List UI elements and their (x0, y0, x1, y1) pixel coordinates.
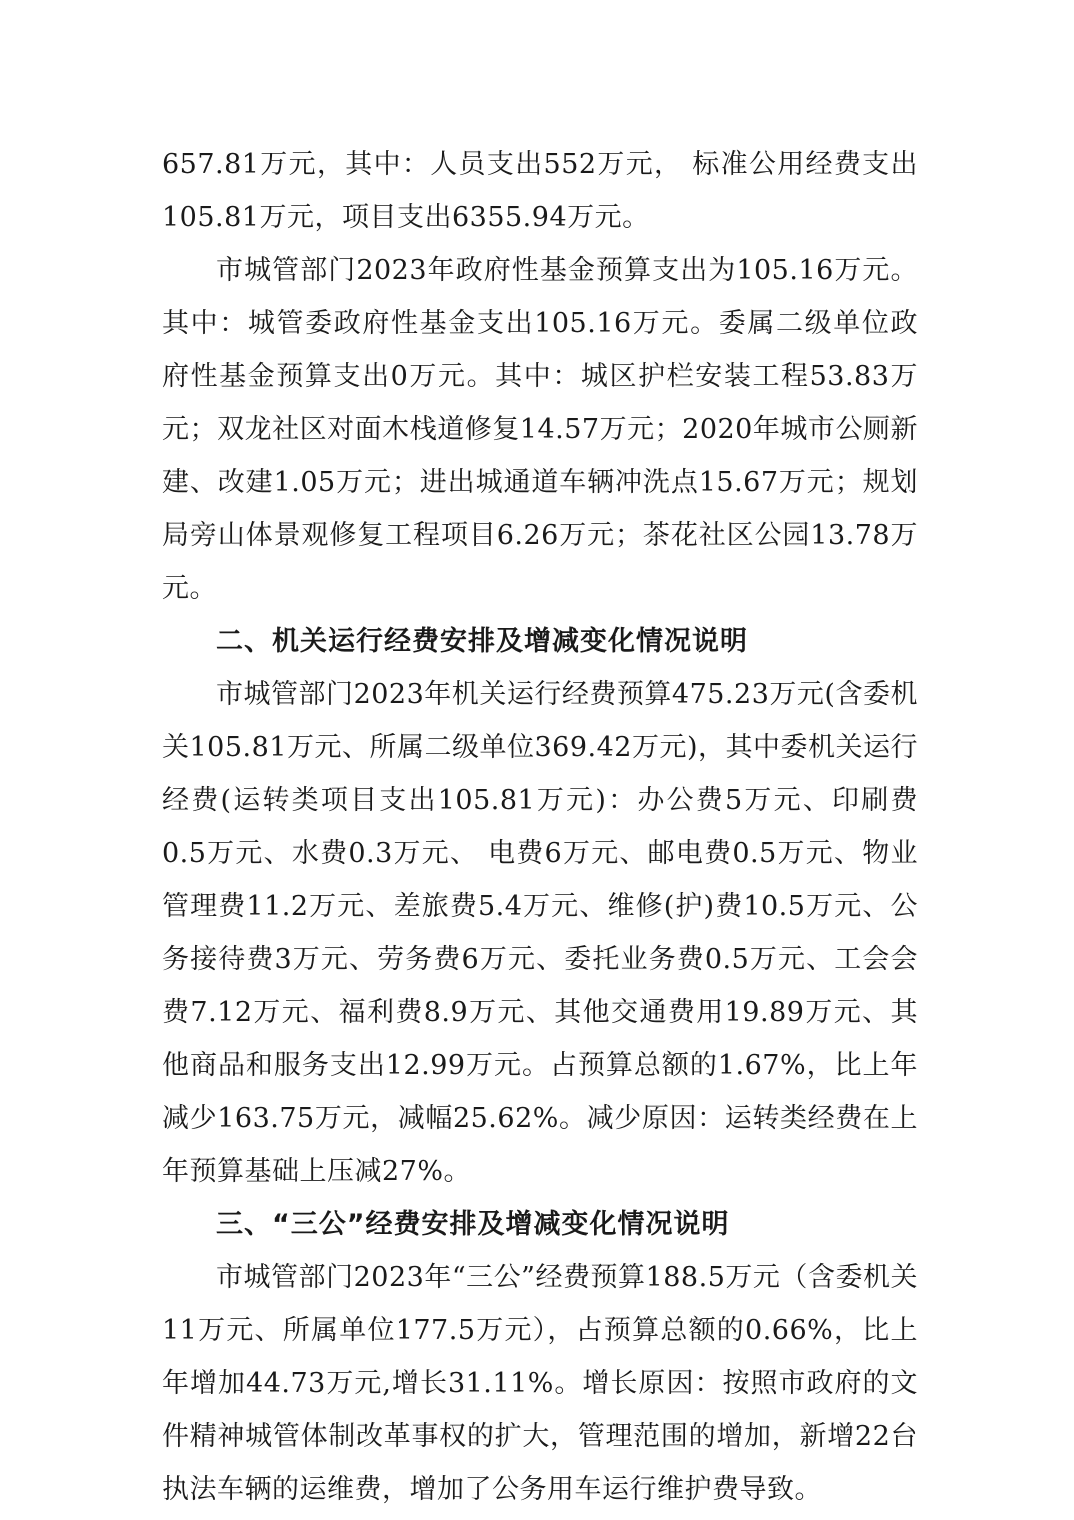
document-body (162, 138, 918, 1516)
section-heading-three-public-expenses: 三、“三公”经费安排及增减变化情况说明 (216, 1209, 730, 1240)
budget-summary-paragraph: 657.81万元，其中：人员支出552万元， 标准公用经费支出105.81万元，项目支出6355.94万元。 (162, 149, 918, 233)
government-fund-paragraph: 市城管部门2023年政府性基金预算支出为105.16万元。其中：城管委政府性基金支出105.16万元。委属二级单位政府性基金预算支出0万元。其中：城区护栏安装工程53.83万元；双龙社区对面木栈道修复14.57万元；2020年城市公厕新建、改建1.05万元；进出城通道车辆冲洗点15.67万元；规划局旁山体景观修复工程项目6.26万元；茶花社区公园13.78万元。 (162, 255, 918, 604)
three-public-expenses-paragraph: 市城管部门2023年“三公”经费预算188.5万元（含委机关11万元、所属单位177.5万元），占预算总额的0.66%，比上年增加44.73万元,增长31.11%。增长原因：按照市政府的文件精神城管体制改革事权的扩大，管理范围的增加，新增22台执法车辆的运维费，增加了公务用车运行维护费导致。 (162, 1262, 918, 1505)
section-heading-operating-expenses: 二、机关运行经费安排及增减变化情况说明 (216, 626, 748, 657)
operating-expenses-paragraph: 市城管部门2023年机关运行经费预算475.23万元(含委机关105.81万元、所属二级单位369.42万元)，其中委机关运行经费(运转类项目支出105.81万元)：办公费5万元、印刷费0.5万元、水费0.3万元、 电费6万元、邮电费0.5万元、物业管理费11.2万元、差旅费5.4万元、维修(护)费10.5万元、公务接待费3万元、劳务费6万元、委托业务费0.5万元、工会会费7.12万元、福利费8.9万元、其他交通费用19.89万元、其他商品和服务支出12.99万元。占预算总额的1.67%，比上年减少163.75万元，减幅25.62%。减少原因：运转类经费在上年预算基础上压减27%。 (162, 679, 918, 1187)
